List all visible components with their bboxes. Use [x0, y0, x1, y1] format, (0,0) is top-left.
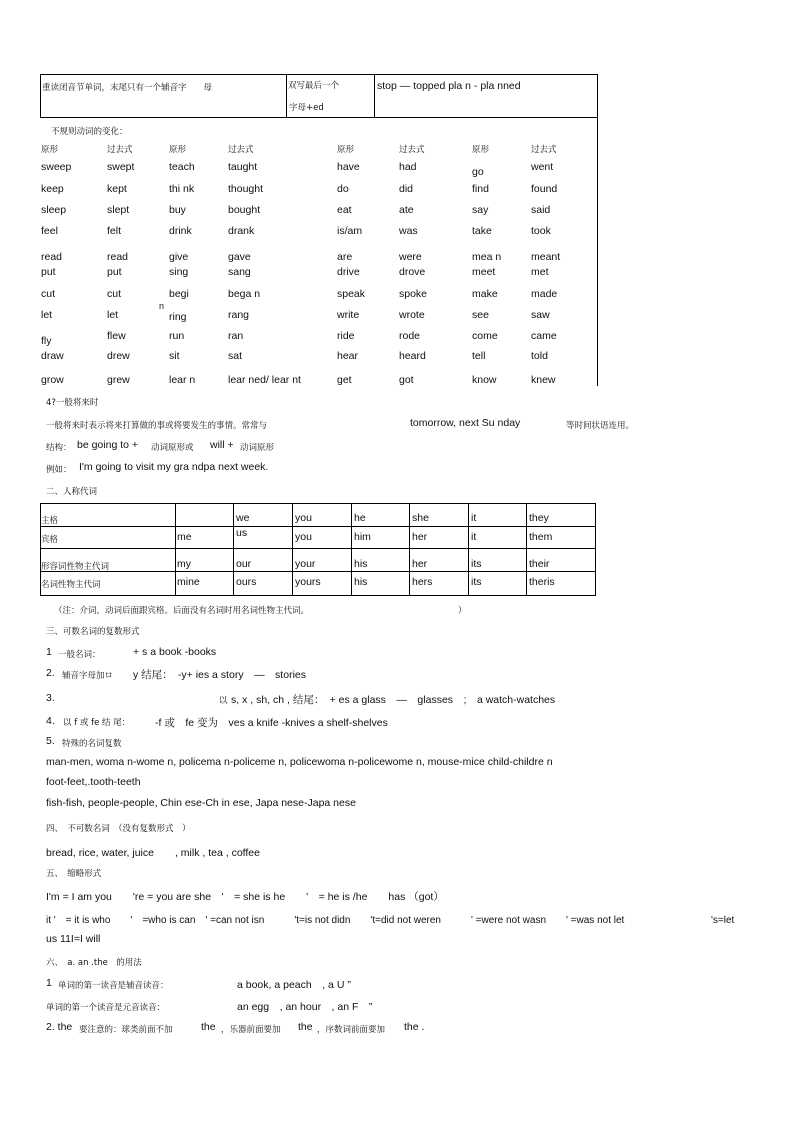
verb-past-form: rode: [399, 330, 421, 342]
articles-3-number: 2. the: [46, 1021, 73, 1033]
structure-will: will +: [210, 439, 234, 451]
verb-past-form: made: [531, 288, 558, 300]
contractions-line-1: I'm = I am you 're = you are she ' = she is he ' = he is /he has （got）: [46, 891, 444, 903]
verb-past-form: took: [531, 225, 551, 237]
rule-5-number: 5.: [46, 735, 55, 747]
future-description: 一般将来时表示将来打算做的事或将要发生的事情。常常与: [46, 421, 268, 431]
verb-base-form: drive: [337, 266, 360, 278]
verb-past-form: thought: [228, 183, 264, 195]
verb-past-form: saw: [531, 309, 550, 321]
verb-past-form: told: [531, 350, 548, 362]
plurals-heading: 三、可数名词的复数形式: [46, 627, 140, 637]
verb-past-form: grew: [107, 374, 130, 386]
verb-past-form: slept: [107, 204, 130, 216]
verb-past-form: were: [399, 251, 422, 263]
irregular-header: 过去式: [531, 145, 557, 155]
verb-past-form: got: [399, 374, 414, 386]
pronoun-cell: she: [412, 512, 429, 524]
verb-past-form: was: [399, 225, 418, 237]
structure-label: 结构：: [46, 443, 72, 453]
verb-base-form: get: [337, 374, 352, 386]
verb-base-form: buy: [169, 204, 186, 216]
verb-base-form: go: [472, 166, 484, 178]
verb-base-form: cut: [41, 288, 56, 300]
verb-base-form: take: [472, 225, 492, 237]
verb-base-form: know: [472, 374, 497, 386]
rule-3-text: s, x , sh, ch , 结尾： + es a glass — glasses ; a watch-watches: [231, 694, 556, 706]
verb-base-form: begi: [169, 288, 189, 300]
pronoun-cell: you: [295, 531, 312, 543]
verb-base-form: come: [472, 330, 498, 342]
irregular-title: 不规则动词的变化：: [51, 127, 128, 137]
verb-base-form: grow: [41, 374, 64, 386]
rule-3-number: 3.: [46, 692, 55, 704]
uncountable-heading: 四、 不可数名词 （没有复数形式 ）: [46, 824, 191, 834]
rule-action-2: 字母+ed: [289, 103, 324, 113]
pronoun-cell: it: [471, 531, 477, 543]
articles-2-label: 单词的第一个读音是元音读音：: [46, 1003, 166, 1013]
articles-3-the-b: the: [298, 1021, 313, 1033]
rule-2-label: 辅音字母加ロ: [62, 671, 114, 681]
future-heading: 4?一般将来时: [46, 398, 99, 408]
verb-past-form: ran: [228, 330, 244, 342]
verb-past-form: gave: [228, 251, 251, 263]
articles-1-examples: a book, a peach , a U ”: [237, 979, 351, 991]
verb-past-form: knew: [531, 374, 556, 386]
articles-1-number: 1: [46, 977, 52, 989]
verb-base-form: mea n: [472, 251, 502, 263]
verb-past-form: felt: [107, 225, 122, 237]
pronoun-cell: his: [354, 558, 368, 570]
verb-base-form: sleep: [41, 204, 67, 216]
verb-past-form: put: [107, 266, 122, 278]
pronoun-cell: it: [471, 512, 477, 524]
irregular-header: 过去式: [399, 145, 425, 155]
special-plurals-line-3: fish-fish, people-people, Chin ese-Ch in ese, Japa nese-Japa nese: [46, 797, 356, 809]
rule-action-1: 双写最后一个: [288, 81, 340, 91]
verb-past-form: found: [531, 183, 558, 195]
pronoun-cell: mine: [177, 576, 200, 588]
verb-past-form: drove: [399, 266, 426, 278]
example-sentence: I'm going to visit my gra ndpa next week.: [79, 461, 269, 473]
verb-base-form: run: [169, 330, 185, 342]
irregular-header: 过去式: [228, 145, 254, 155]
pronoun-cell: their: [529, 558, 550, 570]
verb-base-form: give: [169, 251, 189, 263]
rule-example: stop — topped pla n - pla nned: [377, 80, 521, 92]
articles-heading: 六、 a. an .the 的用法: [46, 958, 142, 968]
contractions-heading: 五、 缩略形式: [46, 869, 102, 879]
pronoun-cell: my: [177, 558, 191, 570]
verb-base-form: drink: [169, 225, 192, 237]
verb-base-form: teach: [169, 161, 195, 173]
verb-base-form: sit: [169, 350, 180, 362]
verb-base-form: ride: [337, 330, 355, 342]
irregular-header: 原形: [169, 145, 187, 155]
special-plurals-line-1: man-men, woma n-wome n, policema n-policeme n, policewoma n-policewome n, mouse-mice child-childre n: [46, 756, 553, 768]
pronoun-row-label: 形容词性物主代词: [41, 562, 110, 572]
contractions-line-2: it ' = it is who ' =who is can ' =can not isn 't=is not didn 't=did not weren ' =were not wasn ' =was not let: [46, 915, 625, 926]
verb-past-form: heard: [399, 350, 426, 362]
verb-past-form: drew: [107, 350, 130, 362]
pronoun-cell: yours: [295, 576, 321, 588]
verb-base-form: tell: [472, 350, 486, 362]
irregular-header: 原形: [41, 145, 59, 155]
verb-base-form: draw: [41, 350, 64, 362]
pronoun-cell: her: [412, 558, 428, 570]
rule-4-text: -f 或 fe 变为 ves a knife -knives a shelf-shelves: [155, 717, 388, 729]
pronoun-cell: him: [354, 531, 371, 543]
pronouns-heading: 二、人称代词: [46, 487, 98, 497]
pronoun-cell: our: [236, 558, 252, 570]
verb-base-form: make: [472, 288, 498, 300]
verb-base-form: lear n: [169, 374, 196, 386]
pronoun-cell: them: [529, 531, 553, 543]
verb-past-form: spoke: [399, 288, 428, 300]
verb-past-form: sat: [228, 350, 243, 362]
stray-letter: n: [159, 301, 165, 311]
verb-past-form: sang: [228, 266, 251, 278]
verb-past-form: flew: [107, 330, 126, 342]
future-time-words: tomorrow, next Su nday: [410, 417, 521, 429]
verb-past-form: went: [531, 161, 554, 173]
verb-past-form: had: [399, 161, 417, 173]
verb-base-form: do: [337, 183, 349, 195]
verb-base-form: keep: [41, 183, 64, 195]
verb-past-form: kept: [107, 183, 127, 195]
pronoun-cell: her: [412, 531, 428, 543]
rule-description: 重读闭音节单词，末尾只有一个辅音字 母: [42, 83, 213, 93]
pronoun-cell: his: [354, 576, 368, 588]
rule-1-number: 1: [46, 646, 52, 658]
pronoun-cell: hers: [412, 576, 433, 588]
verb-base-form: let: [41, 309, 53, 321]
verb-base-form: hear: [337, 350, 359, 362]
verb-base-form: are: [337, 251, 353, 263]
verb-base-form: say: [472, 204, 489, 216]
verb-past-form: cut: [107, 288, 122, 300]
verb-past-form: let: [107, 309, 119, 321]
pronoun-cell: us: [236, 527, 248, 539]
verb-base-form: ring: [169, 311, 187, 323]
pronoun-cell: your: [295, 558, 316, 570]
verb-past-form: drank: [228, 225, 255, 237]
verb-past-form: said: [531, 204, 551, 216]
verb-past-form: met: [531, 266, 549, 278]
verb-past-form: rang: [228, 309, 250, 321]
verb-base-form: meet: [472, 266, 496, 278]
rule-4-label: 以 f 或 fe 结 尾：: [63, 718, 131, 728]
verb-base-form: have: [337, 161, 360, 173]
special-plurals-line-2: foot-feet,.tooth-teeth: [46, 776, 141, 788]
articles-3-note-a: 要注意的：球类前面不加: [79, 1025, 173, 1035]
verb-base-form: sweep: [41, 161, 72, 173]
verb-past-form: read: [107, 251, 129, 263]
rule-3-label: 以: [219, 696, 228, 706]
verb-past-form: meant: [531, 251, 561, 263]
rule-2-number: 2.: [46, 667, 55, 679]
verb-past-form: bought: [228, 204, 261, 216]
articles-3-note-b: ，乐器前面要加: [221, 1025, 281, 1035]
structure-verb-or: 动词原形或: [151, 443, 194, 453]
structure-verb: 动词原形: [240, 443, 275, 453]
pronoun-row-label: 主格: [41, 516, 59, 526]
verb-past-form: did: [399, 183, 414, 195]
verb-past-form: came: [531, 330, 557, 342]
pronoun-cell: me: [177, 531, 192, 543]
verb-base-form: eat: [337, 204, 352, 216]
verb-past-form: wrote: [399, 309, 425, 321]
pronoun-cell: its: [471, 558, 482, 570]
verb-base-form: see: [472, 309, 489, 321]
articles-1-label: 单词的第一读音是辅音读音：: [58, 981, 169, 991]
verb-base-form: thi nk: [169, 183, 195, 195]
rule-4-number: 4.: [46, 715, 55, 727]
contractions-line-3: us 11I=I will: [46, 933, 101, 945]
pronoun-cell: he: [354, 512, 366, 524]
articles-2-examples: an egg , an hour , an F ”: [237, 1001, 373, 1013]
verb-base-form: feel: [41, 225, 58, 237]
pronoun-row-label: 名词性物主代词: [41, 580, 101, 590]
verb-base-form: speak: [337, 288, 366, 300]
articles-3-the-a: the: [201, 1021, 216, 1033]
pronoun-row-label: 宾格: [41, 535, 59, 545]
irregular-header: 原形: [472, 145, 490, 155]
rule-1-label: 一般名词：: [58, 650, 101, 660]
pronoun-cell: you: [295, 512, 312, 524]
pronouns-note-end: ）: [458, 606, 467, 616]
verb-past-form: swept: [107, 161, 135, 173]
pronoun-cell: ours: [236, 576, 257, 588]
articles-3-note-c: ，序数词前面要加: [317, 1025, 386, 1035]
verb-past-form: bega n: [228, 288, 261, 300]
irregular-header: 过去式: [107, 145, 133, 155]
verb-base-form: read: [41, 251, 63, 263]
future-description-tail: 等时间状语连用。: [566, 421, 635, 431]
pronoun-cell: we: [236, 512, 250, 524]
verb-past-form: ate: [399, 204, 414, 216]
rule-2-text: y 结尾： -y+ ies a story — stories: [133, 669, 306, 681]
verb-base-form: is/am: [337, 225, 363, 237]
pronoun-cell: its: [471, 576, 482, 588]
pronouns-note: （注：介词，动词后面跟宾格。后面没有名词时用名词性物主代词。: [54, 606, 310, 616]
rule-5-label: 特殊的名词复数: [62, 739, 122, 749]
rule-1-text: + s a book -books: [133, 646, 217, 658]
verb-past-form: taught: [228, 161, 258, 173]
pronoun-cell: theris: [529, 576, 555, 588]
verb-base-form: write: [337, 309, 360, 321]
pronoun-cell: they: [529, 512, 549, 524]
example-label: 例如：: [46, 465, 72, 475]
verb-base-form: fly: [41, 335, 52, 347]
uncountable-words: bread, rice, water, juice , milk , tea , coffee: [46, 847, 260, 859]
irregular-header: 原形: [337, 145, 355, 155]
verb-past-form: lear ned/ lear nt: [228, 374, 301, 386]
articles-3-the-c: the .: [404, 1021, 425, 1033]
contractions-line-2-end: 's=let: [711, 915, 735, 926]
verb-base-form: sing: [169, 266, 189, 278]
structure-be-going-to: be going to +: [77, 439, 139, 451]
verb-base-form: find: [472, 183, 489, 195]
verb-base-form: put: [41, 266, 56, 278]
